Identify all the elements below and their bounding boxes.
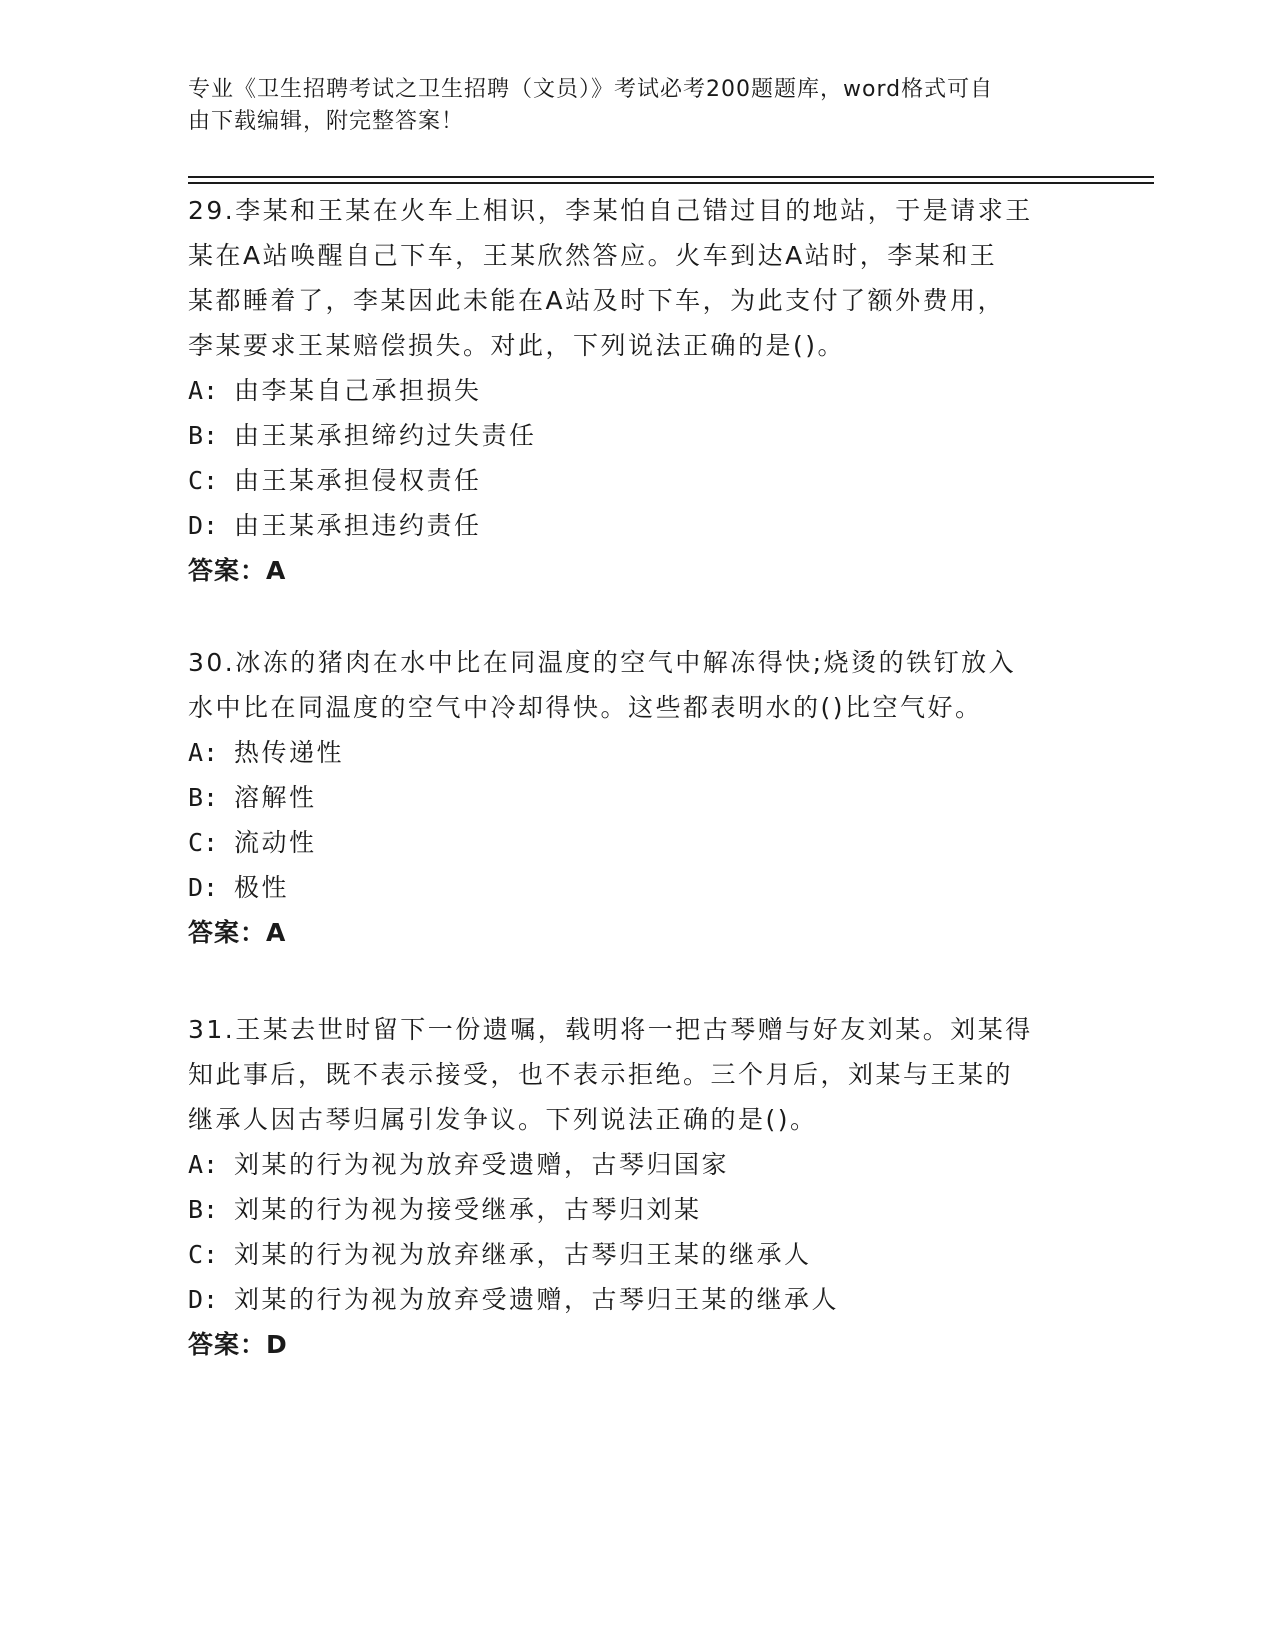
option-b: [188, 413, 1088, 458]
stem-line: 29.李某和王某在火车上相识，李某怕自己错过目的地站，于是请求王: [188, 196, 1033, 225]
header-divider-bottom: [188, 182, 1154, 184]
question-stem: [188, 1007, 1088, 1142]
document-header: [188, 74, 1088, 138]
option-key: C:: [188, 466, 219, 495]
header-line-1: 专业《卫生招聘考试之卫生招聘（文员）》考试必考200题题库，word格式可自: [188, 77, 994, 102]
option-a: [188, 1142, 1088, 1187]
option-c: [188, 1232, 1088, 1277]
stem-line: 某在A站唤醒自己下车，王某欣然答应。火车到达A站时，李某和王: [188, 241, 998, 270]
stem-line: 知此事后，既不表示接受，也不表示拒绝。三个月后，刘某与王某的: [188, 1060, 1014, 1089]
option-text: 溶解性: [234, 783, 317, 812]
option-key: A:: [188, 376, 219, 405]
question-stem: [188, 640, 1088, 730]
option-c: [188, 820, 1088, 865]
option-b: [188, 775, 1088, 820]
option-key: D:: [188, 873, 219, 902]
option-key: D:: [188, 1285, 219, 1314]
question-stem: [188, 188, 1088, 368]
stem-line: 继承人因古琴归属引发争议。下列说法正确的是()。: [188, 1105, 818, 1134]
option-key: B:: [188, 421, 219, 450]
option-text: 极性: [234, 873, 290, 902]
stem-line: 某都睡着了，李某因此未能在A站及时下车，为此支付了额外费用，: [188, 286, 1006, 315]
option-b: [188, 1187, 1088, 1232]
option-text: 刘某的行为视为放弃继承，古琴归王某的继承人: [234, 1240, 812, 1269]
option-d: [188, 865, 1088, 910]
header-line-2: 由下载编辑，附完整答案！: [188, 109, 465, 134]
question-29: [188, 188, 1088, 593]
option-key: A:: [188, 738, 219, 767]
answer-line: 答案：A: [188, 556, 287, 585]
stem-line: 31.王某去世时留下一份遗嘱，载明将一把古琴赠与好友刘某。刘某得: [188, 1015, 1033, 1044]
option-key: D:: [188, 511, 219, 540]
stem-line: 李某要求王某赔偿损失。对此，下列说法正确的是()。: [188, 331, 846, 360]
option-key: C:: [188, 1240, 219, 1269]
option-key: C:: [188, 828, 219, 857]
option-text: 流动性: [234, 828, 317, 857]
option-list: [188, 1142, 1088, 1322]
option-text: 刘某的行为视为接受继承，古琴归刘某: [234, 1195, 702, 1224]
option-list: [188, 730, 1088, 910]
question-31: [188, 1007, 1088, 1367]
option-key: A:: [188, 1150, 219, 1179]
stem-line: 30.冰冻的猪肉在水中比在同温度的空气中解冻得快;烧烫的铁钉放入: [188, 648, 1017, 677]
option-text: 由王某承担侵权责任: [234, 466, 482, 495]
answer-line: 答案：D: [188, 1330, 288, 1359]
option-d: [188, 1277, 1088, 1322]
option-c: [188, 458, 1088, 503]
option-d: [188, 503, 1088, 548]
option-text: 由王某承担违约责任: [234, 511, 482, 540]
option-a: [188, 730, 1088, 775]
answer-line: 答案：A: [188, 918, 287, 947]
option-text: 刘某的行为视为放弃受遗赠，古琴归王某的继承人: [234, 1285, 840, 1314]
option-text: 由李某自己承担损失: [234, 376, 482, 405]
option-text: 热传递性: [234, 738, 345, 767]
header-divider-top: [188, 176, 1154, 178]
option-a: [188, 368, 1088, 413]
question-30: [188, 640, 1088, 955]
option-text: 由王某承担缔约过失责任: [234, 421, 537, 450]
option-key: B:: [188, 783, 219, 812]
stem-line: 水中比在同温度的空气中冷却得快。这些都表明水的()比空气好。: [188, 693, 983, 722]
option-text: 刘某的行为视为放弃受遗赠，古琴归国家: [234, 1150, 730, 1179]
option-list: [188, 368, 1088, 548]
option-key: B:: [188, 1195, 219, 1224]
